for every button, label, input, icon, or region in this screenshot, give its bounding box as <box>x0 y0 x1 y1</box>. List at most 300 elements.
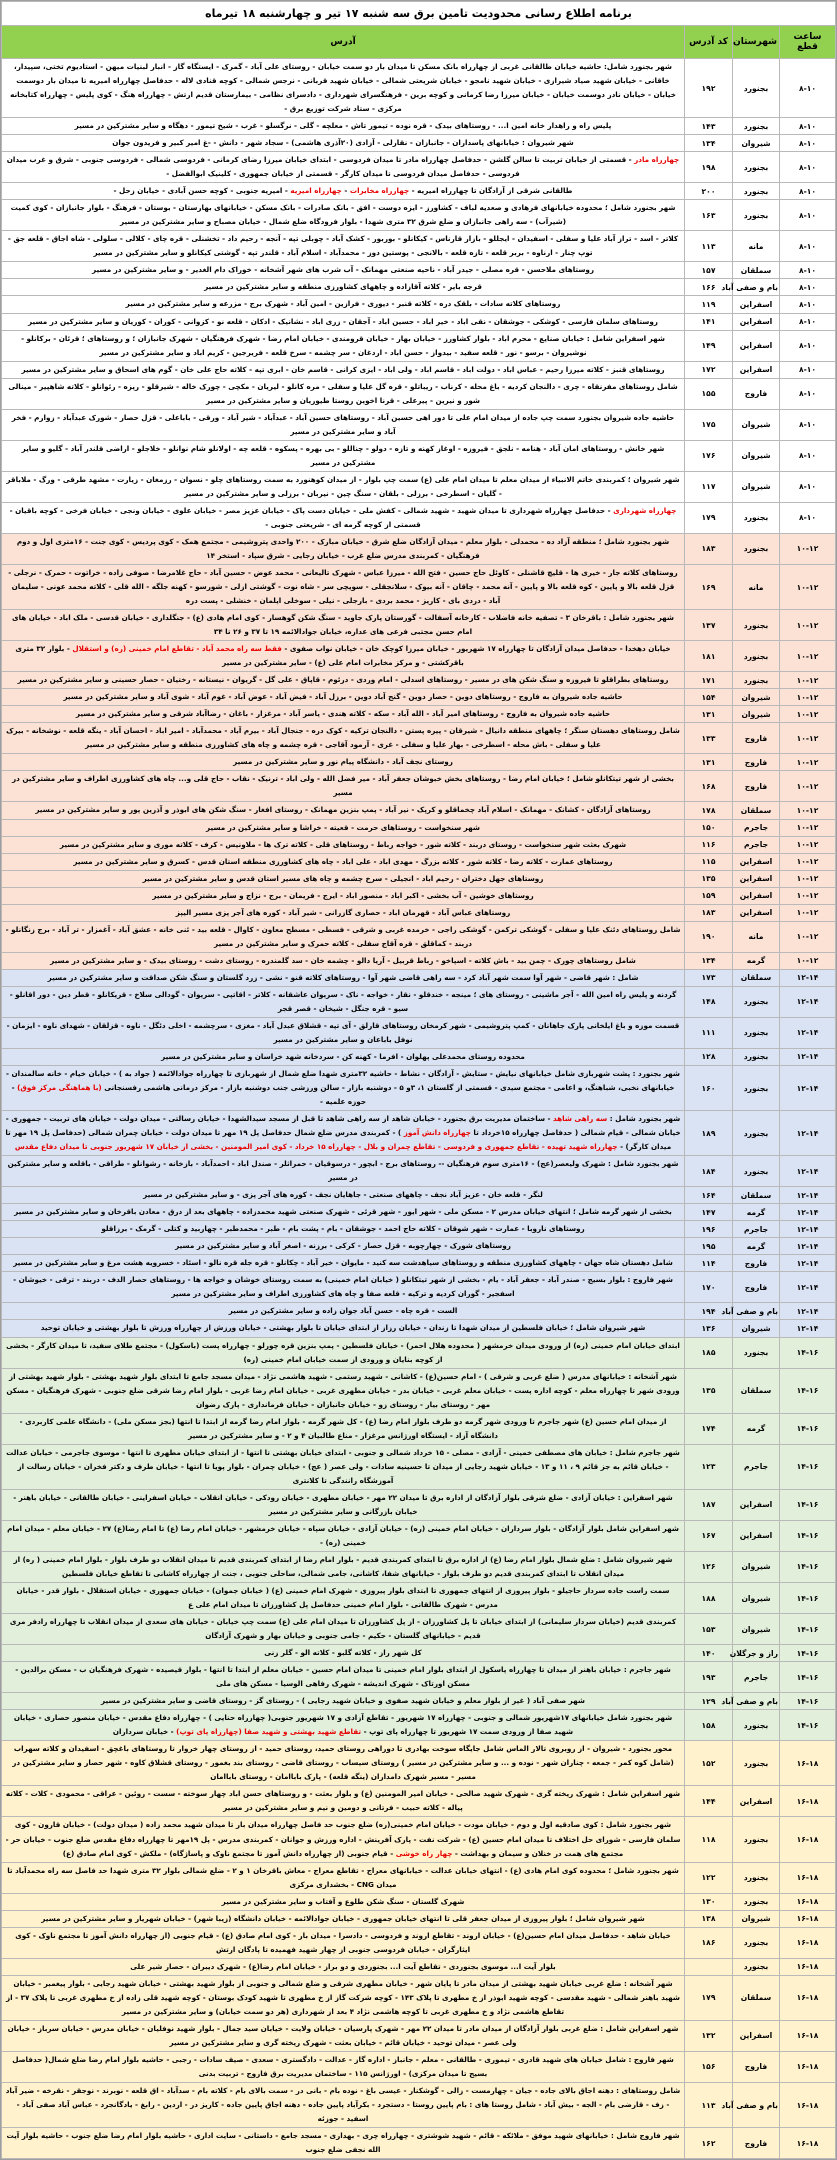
address-text: خیابان دهخدا - حدفاصل میدان آزادگان تا چهارراه ۱۷ شهریور - خیابان میرزا کوچک خان - خیابان نواب صفوی - <box>281 644 671 654</box>
county-cell: بجنورد <box>733 1927 780 1958</box>
county-cell: گرمه <box>733 1204 780 1221</box>
county-cell: شیروان <box>733 1320 780 1337</box>
address-code-cell: ۱۸۷ <box>685 1489 733 1520</box>
county-cell: فاروج <box>733 378 780 409</box>
outage-time-cell: ۸-۱۰ <box>780 330 836 361</box>
address-code-cell: ۱۵۳ <box>685 1614 733 1645</box>
address-code-cell: ۱۴۴ <box>685 1786 733 1817</box>
address-cell: حاشیه جاده شیروان بجنورد سمت چپ جاده از میدان امام علی تا دور اهی حسین آباد - روستاهای حسین آباد - عبدآباد - شیر آباد - ورقی - باباعلی - قزل حصار - شورک عبدآباد - زوارم - فخر آباد و سایر مشترکین در مسیر <box>2 409 685 440</box>
outage-time-cell: ۱۴-۱۶ <box>780 1337 836 1368</box>
outage-time-cell: ۸-۱۰ <box>780 183 836 200</box>
address-highlight: چهارراه شهرداری <box>613 505 677 515</box>
table-row <box>2 672 836 689</box>
county-cell: فاروج <box>733 2051 780 2082</box>
address-code-cell: ۱۶۰ <box>685 1065 733 1110</box>
address-code-cell: ۱۸۸ <box>685 1583 733 1614</box>
column-header-code: کد آدرس <box>685 26 733 59</box>
county-cell: بجنورد <box>733 1111 780 1156</box>
address-text: ) - کمربندی مدرس ضلع شمال حدفاصل پل ۱۹ مهر تا میدان دولت - خیابان چمران شمالی (حدفاصل پل ۱۹ مهر تا میدان کارگر) - <box>5 1128 672 1152</box>
address-code-cell: ۱۹۲ <box>685 59 733 118</box>
address-cell: شهر بجنورد شامل: حاشیه خیابان طالقانی غربی از چهارراه بانک مسکن تا میدان بار دو سمت خیابان - روستای علی آباد - گمرک - ایستگاه گاز - انبار لبنیات میهن - استادیوم تختی، سپیدار، خاقانی - خیابان شهید صیاد شیرازی - خیابان شهید نامجو - خیابان شریعتی شمالی - خیابان شهید قربانی - نرجس شمالی - کوچه قنادی لاله - حدفاصل چهارراه امیریه تا میدان بار دوسمت خیابان - خیابان نادر دوسمت خیابان - خیابان میرزا رضا کرمانی و کوچه برین - فرهنگسرای شهرداری - دادسرای نظامی - بیمارستان قدیم ارتش - چهارراه هنگ - کوی پلیس - چهارراه کتابخانه مرکزی - ستاد شرکت توزیع برق - <box>2 59 685 118</box>
county-cell: اسفراین <box>733 853 780 870</box>
county-cell: بجنورد <box>733 1710 780 1741</box>
table-row <box>2 533 836 564</box>
outage-time-cell: ۱۲-۱۴ <box>780 1187 836 1204</box>
address-code-cell: ۱۶۴ <box>685 1187 733 1204</box>
county-cell: جاجرم <box>733 1662 780 1693</box>
table-row <box>2 262 836 279</box>
outage-time-cell: ۱۴-۱۶ <box>780 1444 836 1489</box>
address-cell: شهر شیروان شامل ؛ بلوار پیروزی از میدان جعفر قلی تا انتهای خیابان جمهوری - خیابان جوادالائمه - خیابان دانشگاه (زیبا شهر) - خیابان شهریار و سایر مشترکین در مسیر <box>2 1910 685 1927</box>
address-cell: شهر اسفراین شامل : ضلع غربی بلوار آزادگان از میدان مادر تا میدان ۲۲ مهر - شهرک پارسیان - خیابان ولایت - خیابان سید جمال - بلوار شهید نوفلیان - خیابان مدرس - خیابان سرباز - خیابان ولی عصر - میدان توحید - خیابان قائم - خیابان بعثت - شهرک ریخته گری و سایر مشترکین در مسیر <box>2 2020 685 2051</box>
outage-time-cell: ۱۲-۱۴ <box>780 1255 836 1272</box>
page-title: برنامه اطلاع رسانی محدودیت تامین برق سه شنبه ۱۷ تیر و چهارشنبه ۱۸ تیرماه <box>2 2 836 26</box>
table-row <box>2 1238 836 1255</box>
address-cell: شهر شیروان شامل : ضلع شمال بلوار امام رضا (ع) از اداره برق تا ابتدای کمربندی قدیم - بلوار امام رضا از ابتدای کمربندی قدیم تا میدان انقلاب دو طرف بلوار - بلوار امام خمینی ( ره) از میدان انقلاب تا ابتدای کمربندی قدیم دو طرف بلوار - خیابانهای شفا، کاشانی، جامی شمالی، ساحلی جنوبی ، جنت از چهارراه کاشانی تا تقاطع خیابان فلسطین <box>2 1551 685 1582</box>
outage-time-cell: ۸-۱۰ <box>780 378 836 409</box>
address-cell: روستاهای عباس آباد - قهرمان اباد - حصاری گازرانی - شیر آباد - کوره های آجر پزی مسیر الیپز <box>2 904 685 921</box>
outage-time-cell: ۱۲-۱۴ <box>780 1065 836 1110</box>
outage-time-cell: ۱۶-۱۸ <box>780 1958 836 1975</box>
address-code-cell <box>685 1958 733 1975</box>
address-highlight: چهارراه امیریه <box>290 186 342 196</box>
county-cell: اسفراین <box>733 887 780 904</box>
address-text: شهر بجنورد شامل خیابانهای ۱۷شهریور شمالی و جنوبی - چهارراه ۱۷ شهریور - تقاطع آزادی و ۱۷ شهریور جنوبی( چهارراه حنایی ) - چهارراه دفاع مقدس - خیابان منصور حصاری - خیابان شهید صفا از ورودی سمت ۱۷ شهریور تا چهارراه پای توپ - <box>13 1713 673 1737</box>
outage-time-cell: ۱۰-۱۲ <box>780 723 836 754</box>
address-cell: شهر بجنورد شامل : شهرک ولیعصر(عج) - ۱۶متری سوم فرهنگیان -- روستاهای برج - ابچور - درسوقیان - حمراثلر - صندل اباد - احمدآباد - بازخانه - رشوانلو - طراقی - باقلعه و سایر مشترکین در مسیر <box>2 1156 685 1187</box>
outage-time-cell: ۱۰-۱۲ <box>780 610 836 641</box>
address-text: شهر بجنورد : پشت شهربازی شامل خیابانهای نیایش - ستایش - آزادگان - نشاط - حاشیه ۳۲متری شهدا ضلع شمال از شهربازی تا چهارراه جوادالائمه ( جواد به ) - خیابان خیام - خانه سالمندان - خیابانهای نخبی، شباهنگ، و اعامی - مجتمع سیدی - قسمتی از گلستان ۱، ۳و ۵ - دوشنبه بازار - سالن ورزشی جنب دوشنبه بازار - مرکز درمانی هاشمی رفسنجانی <box>6 1068 680 1092</box>
table-row <box>2 378 836 409</box>
table-row <box>2 706 836 723</box>
address-code-cell: ۱۱۴ <box>685 1255 733 1272</box>
address-code-cell: ۱۵۷ <box>685 262 733 279</box>
table-row <box>2 1710 836 1741</box>
county-cell: سملقان <box>733 802 780 819</box>
table-row <box>2 887 836 904</box>
outage-time-cell: ۱۰-۱۲ <box>780 672 836 689</box>
county-cell: بام و صفی آباد <box>733 2083 780 2128</box>
outage-time-cell: ۱۶-۱۸ <box>780 2051 836 2082</box>
county-cell: راز و جرگلان <box>733 1645 780 1662</box>
table-row <box>2 1221 836 1238</box>
address-code-cell: ۱۹۶ <box>685 1221 733 1238</box>
outage-time-cell: ۱۲-۱۴ <box>780 1238 836 1255</box>
table-row <box>2 1337 836 1368</box>
outage-time-cell: ۱۲-۱۴ <box>780 1272 836 1303</box>
county-cell: اسفراین <box>733 330 780 361</box>
address-code-cell: ۱۵۸ <box>685 1710 733 1741</box>
table-row <box>2 771 836 802</box>
address-code-cell: ۱۳۱ <box>685 706 733 723</box>
county-cell: فاروج <box>733 2128 780 2159</box>
address-code-cell: ۱۲۲ <box>685 1862 733 1893</box>
outage-time-cell: ۱۲-۱۴ <box>780 969 836 986</box>
county-cell: بجنورد <box>733 1817 780 1862</box>
address-text: طالقانی شرقی از آزادگان تا چهارراه امیریه - <box>409 186 573 196</box>
county-cell: بام و صفی آباد <box>733 279 780 296</box>
table-row <box>2 152 836 183</box>
address-code-cell: ۱۳۴ <box>685 952 733 969</box>
table-row <box>2 1975 836 2020</box>
address-code-cell: ۱۹۸ <box>685 152 733 183</box>
address-cell: شهرک گلستان - سنگ شکن طلوع و آفتاب و سایر مشترکین در مسیر <box>2 1893 685 1910</box>
county-cell: سملقان <box>733 1368 780 1413</box>
column-header-time: ساعت قطع <box>780 26 836 59</box>
outage-time-cell: ۸-۱۰ <box>780 440 836 471</box>
county-cell: بجنورد <box>733 1048 780 1065</box>
outage-time-cell: ۱۰-۱۲ <box>780 689 836 706</box>
address-cell: کمربندی قدیم (خیابان سردار سلیمانی) از ابتدای خیابان تا پل کشاورزان - از پل کشاورزان تا میدان امام علی (ع) سمت چپ خیابان - خیابان های سعدی از میدان انقلاب تا چهارراه رادفر مری قدیم - خیابانهای گلستان - حکیم - جامی جنوبی و خیابان بهار و شهرک آزادگان <box>2 1614 685 1645</box>
county-cell: اسفراین <box>733 904 780 921</box>
outage-time-cell: ۱۶-۱۸ <box>780 1975 836 2020</box>
address-highlight: فقط سه راه محمد آباد - تقاطع امام خمینی (ره) و استقلال <box>72 644 282 654</box>
table-row <box>2 200 836 231</box>
county-cell: مانه <box>733 921 780 952</box>
address-cell <box>2 1710 685 1741</box>
address-code-cell: ۱۷۲ <box>685 361 733 378</box>
county-cell: شیروان <box>733 1551 780 1582</box>
county-cell: بجنورد <box>733 1156 780 1187</box>
county-cell: فاروج <box>733 723 780 754</box>
county-cell: بجنورد <box>733 610 780 641</box>
outage-time-cell: ۸-۱۰ <box>780 231 836 262</box>
address-code-cell: ۱۶۷ <box>685 1520 733 1551</box>
county-cell: اسفراین <box>733 313 780 330</box>
outage-time-cell: ۸-۱۰ <box>780 118 836 135</box>
address-code-cell: ۱۴۹ <box>685 330 733 361</box>
address-highlight: چهارراه مادر <box>634 155 680 165</box>
address-code-cell: ۱۳۴ <box>685 135 733 152</box>
table-row <box>2 1255 836 1272</box>
outage-time-cell: ۱۰-۱۲ <box>780 754 836 771</box>
outage-time-cell: ۱۲-۱۴ <box>780 1156 836 1187</box>
address-cell: کلاتر - اسد - تراز آباد علیا و سفلی - اسفیدان - ایجللو - بازار قارناس - کیکانلو - بوربور - کشک آباد - چوبلی تپه - آنجه - رحیم داد - تخشنلی - قره چای - کلالی - سلولی - شاه اجاق - قلعه جق - توپ چنار - ارناوه - بربر قلعه - تازه قلعه - بالانجی - پوستین دوز - محمدآباد - اسلام آباد - قلندر تپه - گوشتی کیکانلو و سایر مشترکین در مسیر <box>2 231 685 262</box>
address-cell: شامل : شهر قاضی - شهر آوا سمت شهر آباد کرد - سه راهی قاضی شهر آوا - روستاهای کلاته قنو - نشی - زرد گلستان و سنگ شکن صداقت و سایر مشترکین در مسیر <box>2 969 685 986</box>
address-code-cell: ۱۴۰ <box>685 1645 733 1662</box>
address-cell <box>2 1817 685 1862</box>
outage-time-cell: ۸-۱۰ <box>780 59 836 118</box>
table-row <box>2 689 836 706</box>
county-cell: بجنورد <box>733 118 780 135</box>
address-cell: شهر آشخانه : ضلع غربی خیابان شهید بهشتی از میدان مادر تا پایان شهر - خیابان مطهری شرقی و ضلع شمالی و جنوبی از بلوار شهید بهشتی - خیابان شهید رجایی - بلوار پیغمبر - خیابان شهید باهنر شمالی - شهید مقدسی - کوچه شهید ابوذر از خ مطهری تا پلاک ۱۴۳ - کوچه شرکت گاز از خ مطهری تا شهید کودک بوستان - کوچه شهید قلی زاده از خ مطهری غربی تا پلاک ۳۷ - از تقاطع هاشمی نژاد و خ مطهری غربی تا کوچه هاشمی نژاد ۴ بعد از شهرداری (هر دو سمت خیابان) و سایر مشترکین در مسیر <box>2 1975 685 2020</box>
county-cell: بجنورد <box>733 1017 780 1048</box>
address-cell: شهر بجنورد شامل ؛ محدوده کوی امام هادی (ع) - انتهای خیابان عدالت - خیابانهای معراج - تقاطع معراج - معاش باقرخان ۱ و ۲ - ضلع شمالی بلوار ۳۲ متری شهدا حد فاصل سه راه محمدآباد تا میدان CNG - بخشداری مرکزی <box>2 1862 685 1893</box>
table-row <box>2 853 836 870</box>
table-row <box>2 1645 836 1662</box>
table-row <box>2 231 836 262</box>
address-cell: بخشی از شهر گرمه شامل ؛ انتهای خیابان مدرس ۲ - مسکن ملی - شهر ایور - شهر قرئی - شهرک صنعتی شهید محمدزاده - چاههای بعد از درق - معادن باقرخان و سایر مشترکین در مسیر <box>2 1204 685 1221</box>
county-cell: شیروان <box>733 1614 780 1645</box>
table-row <box>2 723 836 754</box>
address-cell: محور بجنورد - شیروان - از روبروی تالار الماس شامل جایگاه سوخت بهادری تا دوراهی روستای حمید، روستای حمید - از روستای چهار خروار تا روستاهای باغچق - اسفیدان و کلاته سهراب (شامل کوه کمر - جمعه - چناران شهر - نوده و ... و سایر مشترکین در مسیر ) روستای سیساب - روستای قاضی - روستای بند بغمور - روستای قشلاق کاوه - شهر حصار و سایر مشترکین در مسیر - مسیر شهرک دامداران (ینگه قلعه) - پارک باباامان - روستای باباامان <box>2 1741 685 1786</box>
table-row <box>2 1368 836 1413</box>
outage-time-cell: ۱۶-۱۸ <box>780 1741 836 1786</box>
county-cell: فاروج <box>733 1272 780 1303</box>
county-cell: بجنورد <box>733 1893 780 1910</box>
address-text: - بلوار ۳۲ متری باقرکشتی - و مرکز مخابرات امام علی (ع) - سایر مشترکین در مسیر <box>15 644 464 668</box>
outage-time-cell: ۸-۱۰ <box>780 135 836 152</box>
address-code-cell: ۱۳۶ <box>685 1320 733 1337</box>
address-code-cell: ۱۷۴ <box>685 1413 733 1444</box>
table-row <box>2 836 836 853</box>
table-row <box>2 1927 836 1958</box>
county-cell: گرمه <box>733 1238 780 1255</box>
address-cell: از میدان امام حسین (ع) شهر جاجرم تا ورودی شهر گرمه دو طرف بلوار امام رضا (ع) - کل شهر گرمه - بلوار امام رضا گرمه از ابتدا تا انتها (بجز مسکن ملی) - دانشگاه علمی کاربردی - دانشگاه آزاد - ایستگاه اورژانس مرغزار - مناع طالبیان ۴ و ۲ - و سایر مشترکین در مسیر <box>2 1413 685 1444</box>
outage-time-cell: ۱۶-۱۸ <box>780 1862 836 1893</box>
county-cell: جاجرم <box>733 1221 780 1238</box>
address-highlight: سه راهی شاهد <box>553 1114 608 1124</box>
table-row <box>2 1303 836 1320</box>
address-code-cell: ۱۱۸ <box>685 1817 733 1862</box>
address-cell: روستاهای بطراقلو تا فیروزه و سنگ شکن های در مسیر - روستاهای اسدلی - امام وردی - درئوم - قاپاق - علی گل - گریوان - نیستانه - رختیان - حصار حسینی و سایر مشترکین در مسیر <box>2 672 685 689</box>
address-code-cell: ۱۲۸ <box>685 1048 733 1065</box>
table-row <box>2 610 836 641</box>
county-cell: اسفراین <box>733 1489 780 1520</box>
address-cell: حاشیه جاده شیروان به فاروج - روستاهای دوین - حصار دوین - گنج آباد دوین - برزل آباد - فیض آباد - عوض آباد - غوم آباد - شوی آباد و سایر مشترکین در مسیر <box>2 689 685 706</box>
address-code-cell: ۱۸۱ <box>685 641 733 672</box>
table-row <box>2 1614 836 1645</box>
address-code-cell: ۱۴۱ <box>685 313 733 330</box>
address-cell: شهر جاجرم : خیابان باهنر از میدان تا چهارراه پاسکول از ابتدای بلوار امام خمینی تا میدان امام حسین - خیابان معلم از ابتدا تا انتها - بلوار قیصیده - شهرک فرهنگیان ب - مسکن برالدین - مسکن اورتاک - شهرک اندیشه - شهرک رفاهی الوسیا - مسکن های ملی <box>2 1662 685 1693</box>
county-cell: بجنورد <box>733 200 780 231</box>
county-cell: بام و صفی آباد <box>733 1693 780 1710</box>
outage-time-cell: ۱۲-۱۴ <box>780 1017 836 1048</box>
outage-table-body <box>2 59 836 2159</box>
outage-time-cell: ۸-۱۰ <box>780 502 836 533</box>
county-cell: بجنورد <box>733 1337 780 1368</box>
outage-time-cell: ۱۰-۱۲ <box>780 565 836 610</box>
address-text: - ساختمان مدیریت برق بجنورد - خیابان شاهد از سه راهی شاهد تا قبل از مسجد سیدالشهدا - خیابان رسالتی - میدان دولت - خیابان های تربیت - جمهوری - خیابان شمالی - قیام شمالی ( حدفاصل چهارراه ۱۵خرداد تا <box>5 1114 681 1138</box>
table-row <box>2 921 836 952</box>
table-row <box>2 819 836 836</box>
table-row <box>2 1693 836 1710</box>
address-cell: پلیس راه و راهدار خانه امین ا... - روستاهای بیدک - قره نوده - تیمور تاش - معلچه - گلی - نرگسلو - غرب - شیخ تیمور - دهگاه و سایر مشترکین در مسیر <box>2 118 685 135</box>
table-row <box>2 118 836 135</box>
outage-time-cell: ۱۶-۱۸ <box>780 1927 836 1958</box>
outage-time-cell: ۱۲-۱۴ <box>780 1111 836 1156</box>
address-cell: شهر آشخانه : خیابانهای مدرس ( ضلع غربی و شرقی ) - امام حسین(ع) - کاشانی - شهید رستمی - شهید هاشمی نژاد - میدان مسجد جامع تا ابتدای بلوار شهید بهشتی - بلوار شهید بهشتی از ورودی شهر تا چهارراه معلم - کوچه اداره پست - خیابان معلم غربی - خیابان بدر - خیابان مطهری غربی - خیابان امام رضا غربی - بلوار امام رضا شرقی ضلع جنوبی - شهرک فرهنگیان - مسکن مهر - روستای بیار - روستای زو - خیابان جانبازان - خیابان فرمانداری - پارک رضوان <box>2 1368 685 1413</box>
table-row <box>2 1958 836 1975</box>
address-code-cell: ۱۷۹ <box>685 1975 733 2020</box>
table-row <box>2 502 836 533</box>
table-row <box>2 870 836 887</box>
table-row <box>2 1583 836 1614</box>
address-cell: روستاهای کلاته جار - خیری ها - قلیچ قاشنلی - کاوئل حاج حسین - فتح الله - میرزا عباس - شهرک تالیعانی - محمد عوض - حسین آباد - حاج غلامرضا - صوفی زاده - خراتوت - حمرک - نرجلی - قزل قلعه بالا و پایین - کوه قلعه بالا و پایین - آنه محمد - چاقان - آنه بیوک - سلانجقلی - سویچی سر - شاه نوت - گوشتی ازلی - شورسو - کهنه جلگه - الله قلی - کلاته محمد عونی - سلیمان آباد - دردی بای - کاریز - محمد بردی - بارجلی - نیلی - سوخلی ایلمان - خنشلی - پست دره <box>2 565 685 610</box>
address-code-cell: ۱۳۸ <box>685 1910 733 1927</box>
outage-time-cell: ۱۶-۱۸ <box>780 2020 836 2051</box>
outage-time-cell: ۱۶-۱۸ <box>780 2128 836 2159</box>
outage-time-cell: ۸-۱۰ <box>780 296 836 313</box>
header-row <box>2 26 836 59</box>
outage-time-cell: ۱۶-۱۸ <box>780 1786 836 1817</box>
outage-time-cell: ۱۰-۱۲ <box>780 533 836 564</box>
table-row <box>2 1320 836 1337</box>
address-code-cell: ۱۴۸ <box>685 986 733 1017</box>
table-row <box>2 313 836 330</box>
address-code-cell: ۱۱۷ <box>685 471 733 502</box>
outage-time-cell: ۸-۱۰ <box>780 262 836 279</box>
table-row <box>2 986 836 1017</box>
outage-time-cell: ۱۰-۱۲ <box>780 706 836 723</box>
address-cell: روستاهای قنبز - کلاته میرزا رحیم - عباس اباد - دولت اباد - قاسم اباد - ولی اباد - ایزی کرانی - قاسم خان - ابری تپه - کلاته حاج علی خان - گوم های اسحاق و سایر مشترکین در مسیر <box>2 361 685 378</box>
address-code-cell: ۲۰۰ <box>685 183 733 200</box>
address-cell: روستای نجف آباد - دانشگاه پیام نور و سایر مشترکین در مسیر <box>2 754 685 771</box>
address-cell: شهر خانش - روستاهای امان آباد - هنامه - نلجق - فیروزه - اوغاز کهنه و تازه - دولو - چناللو - بی بهره - پسکوه - قلعه چه - اولانلو شام نوانلو - خلاجلو - اراضی قلندر آباد - گلیو و سایر مشترکین در مسیر <box>2 440 685 471</box>
outage-time-cell: ۱۴-۱۶ <box>780 1662 836 1693</box>
address-cell: محدوده روستای محمدعلی پهلوان - افرما - کهنه کن - سردخانه شهد خراسان و سایر مشترکین در مسیر <box>2 1048 685 1065</box>
outage-time-cell: ۱۰-۱۲ <box>780 853 836 870</box>
address-code-cell: ۱۳۷ <box>685 610 733 641</box>
table-row <box>2 1862 836 1893</box>
address-code-cell: ۱۱۱ <box>685 1017 733 1048</box>
address-cell: شهر اسفراین شامل بلوار آزادگان - بلوار سرداران - خیابان امام خمینی (ره) - خیابان آزادی - خیابان سپاه - خیابان خرمشهر - خیابان امام رضا (ع) تا امام رضا(ع) ۲۷ - خیابان معلم - میدان امام خمینی (ره) - <box>2 1520 685 1551</box>
address-cell: حاشیه جاده شیروان به فاروج - روستاهای امیر آباد - الله آباد - سکه - کلاته هندی - یاسر آباد - مرغزار - باغان - رضاآباد شرقی و سایر مشترکین در مسیر <box>2 706 685 723</box>
outage-time-cell: ۱۰-۱۲ <box>780 641 836 672</box>
address-cell: شهر فاروج : شامل خیابان های شهید قادری - تیموری - طالقانی - معلم - جانباز - اداره گاز - عدالت - دادگستری - سعدی - صیف سادات - رجبی - حاشیه بلوار امام رضا ضلع شمال( حدفاصل بسیج تا میدان مرکزی) - اورژانس ۱۱۵ - ساختمان مدیریت برق فاروج - تربیت بدنی <box>2 2051 685 2082</box>
county-cell: فاروج <box>733 754 780 771</box>
address-code-cell: ۱۹۴ <box>685 1303 733 1320</box>
address-code-cell: ۱۵۹ <box>685 887 733 904</box>
county-cell: شیروان <box>733 1910 780 1927</box>
address-cell: کل شهر راز - کلاته گلبو - کلاته الو - گلر زنی <box>2 1645 685 1662</box>
address-code-cell: ۱۸۳ <box>685 904 733 921</box>
address-cell: سمت راست جاده سردار حاجیلو - بلوار پیروزی از انتهای جمهوری تا ابتدای بلوار پیروزی - شهرک امام خمینی (ع) ( خیابان جموان) - خیابان جمهوری - خیابان استقلال - بلوار قدر - خیابان مدرس - شهرک طالقانی - بلوار امام خمینی حدفاصل پل کشاورزان تا میدان امام علی ع <box>2 1583 685 1614</box>
county-cell: فاروج <box>733 771 780 802</box>
outage-time-cell: ۱۰-۱۲ <box>780 952 836 969</box>
county-cell: سملقان <box>733 1187 780 1204</box>
outage-time-cell: ۸-۱۰ <box>780 200 836 231</box>
address-code-cell: ۱۷۰ <box>685 1272 733 1303</box>
county-cell: بجنورد <box>733 1741 780 1786</box>
address-code-cell: ۱۱۳ <box>685 2083 733 2128</box>
table-row <box>2 565 836 610</box>
outage-time-cell: ۱۴-۱۶ <box>780 1413 836 1444</box>
address-cell: شامل روستاهای مفرنقاه - چری - دالنجان کردیه - باغ محله - کرناب - ریباتلو - قره گل علیا و سفلی - مره کانلو - لیریان - مکچی - چورک خاله - شیرقلو - ریزه - رئوانلو - کلاته شاهپیر - مینالی شور و نیرین - پیرعلی - قرنا اخوین روستا طیوریان و سایر مشترکین در مسیر <box>2 378 685 409</box>
outage-time-cell: ۱۴-۱۶ <box>780 1520 836 1551</box>
county-cell: اسفراین <box>733 296 780 313</box>
outage-time-cell: ۱۲-۱۴ <box>780 1303 836 1320</box>
outage-time-cell: ۱۰-۱۲ <box>780 819 836 836</box>
table-row <box>2 1156 836 1187</box>
address-cell: قرجه بایر - کلاته آقازاده و چاههای کشاورزی منطقه و سایر مشترکین در مسیر <box>2 279 685 296</box>
address-cell: شهر جاجرم شامل : خیابان های مصطفی خمینی - آزادی - مصلی - ۱۵ خرداد شمالی و جنوبی - ابتدای خیابان بهشتی تا انتها - از ابتدای خیابان مطهری تا انتها - موسوی جاجرمی - خیابان عدالت - خیابان قائم به جز قائم ۹ ، ۱۱ و ۱۳ - خیابان شهید رجایی از میدان تا حسینیه سادات - ولی عصر ( عج) - خیابان چمران - بلوار پویا تا انتها - خیابان طرف و دکتر فخران - خیابان رسالت از آموزشگاه رانندگی تا کلانتری <box>2 1444 685 1489</box>
address-code-cell: ۱۳۲ <box>685 2020 733 2051</box>
address-code-cell: ۱۳۵ <box>685 870 733 887</box>
address-cell: روستاهای خوشین - آب بخشی - اکبر اباد - منصور اباد - ایرج - فریمان - برج - نزاج و سایر مشترکین در مسیر <box>2 887 685 904</box>
county-cell: سملقان <box>733 969 780 986</box>
county-cell: شیروان <box>733 135 780 152</box>
address-cell <box>2 641 685 672</box>
table-row <box>2 59 836 118</box>
address-cell: شهر فاروج شامل : خیابانهای شهید موفق - ملائکه - قائم - شهید شوشتری - چهارراه چری - بهداری - مسجد جامع - داستانی - سایت اداری - حاشیه بلوار امام رضا ضلع جنوب - حاشیه بلوار آیت الله نجفی ضلع جنوب <box>2 2128 685 2159</box>
address-cell: شهر شیروان شامل ؛ خیابان فلسطین از میدان شهدا تا زندان - خیابان رزاز از ابتدای خیابان تا بلوار بهشتی - خیابان ورزش از چهارراه ورزش تا بلوار بهشتی و خیابان توحید <box>2 1320 685 1337</box>
county-cell: سملقان <box>733 1975 780 2020</box>
address-cell: روستاهای ناروبا - عمارت - شهر شوقان - کلاته حاج احمد - جوشقان - بام - پشت بام - طبر - محمدطبر - چهاربید و کتلی - گرمک - برزاقلو <box>2 1221 685 1238</box>
address-cell: بلوار آیت ا... موسوی بجنوردی - تقاطع آیت ا... بجنوردی و دو براز - خیابان امام رضا(ع) - شهرک دیبران - حصار شیر علی <box>2 1958 685 1975</box>
address-cell: لنگر - قلعه خان - عزیز آباد نجف - چاههای صنعتی - جاهایان نجف - کوره های آجر پزی - و سایر مشترکین در مسیر <box>2 1187 685 1204</box>
table-row <box>2 952 836 969</box>
table-row <box>2 1413 836 1444</box>
address-code-cell: ۱۶۳ <box>685 200 733 231</box>
address-code-cell: ۱۹۵ <box>685 1238 733 1255</box>
address-cell <box>2 1111 685 1156</box>
address-cell: ابتدای خیابان امام خمینی (ره) از ورودی میدان خرمشهر ( محدوده هلال احمر) - خیابان فلسطین - پمپ بنزین قره چورلو - چهارراه پست (باسکول) - مجتمع طلای سفید، تا میدان کارگر - بخشی از کوچه بنایان و ورودی از سمت خیابان امام خمینی (ره) <box>2 1337 685 1368</box>
address-code-cell: ۱۷۳ <box>685 969 733 986</box>
outage-time-cell: ۸-۱۰ <box>780 152 836 183</box>
address-cell: شهر بجنورد شامل ؛ محدوده خیابانهای فرهادی و صعدیه لباف - کشاورز - ایزه دوست - افق - بانک صادرات - بانک مسکن - خیابانهای بهارستان - بوستان - فرهنگ - بلوار جانبازان - کوی کمیت (شیرآب) - سه راهی جانبازان و ضلع شرق ۳۲ متری شهدا - بلوار فرودگاه ضلع شمال - خیابان مصباح و سایر مشترکین در مسیر <box>2 200 685 231</box>
outage-time-cell: ۱۴-۱۶ <box>780 1551 836 1582</box>
address-text: - قیام جنوبی (از چهارراه دانش آموز تا مجتمع ناوک و پاساژگاه) - ملکش - کوی امام صادق (ع) <box>62 1848 396 1858</box>
address-code-cell: ۱۲۶ <box>685 1551 733 1582</box>
outage-time-cell: ۱۴-۱۶ <box>780 1368 836 1413</box>
table-row <box>2 1551 836 1582</box>
county-cell: بجنورد <box>733 1958 780 1975</box>
address-code-cell: ۱۷۹ <box>685 502 733 533</box>
outage-time-cell: ۱۲-۱۴ <box>780 1048 836 1065</box>
address-cell: روستاهای عمارت - کلاته رضا - کلاته شور - کلاته بزرگ - مهدی اباد - علی اباد - چاه های کشاورزی منطقه استان قدس - کسرق و سایر مشترکین در مسیر <box>2 853 685 870</box>
address-cell <box>2 152 685 183</box>
table-row <box>2 1741 836 1786</box>
address-highlight: تقاطع شهید بهشتی و شهید صفا (چهارراه پای توپ) <box>176 1727 362 1737</box>
address-code-cell: ۱۵۰ <box>685 819 733 836</box>
address-text: شهر بجنورد شامل : کوی صادقیه اول و دوم - خیابان مودت - خیابان امام خمینی(ره) ضلع جنوب حد فاصل چهارراه میدان بار تا میدان شهید محمد زاده ( میدان دولت) - خیابان قارون - کوی سلمان فارسی - شورای حل اختلاف تا میدان امام حسین (ع) - شرکت نفت - پارک آفرینش - اداره ورزش و جوانان - کمربندی مدرس - پل ۱۹مهر تا چهارراه دفاع مقدس ضلع جنوب - خیابان حر - مجتمع های همت در خنلان و سیمان و بهداشت - <box>5 1820 681 1858</box>
outage-time-cell: ۱۴-۱۶ <box>780 1645 836 1662</box>
address-cell: شهر سنخواست - روستاهای حرمت - قعیته - خراشا و سایر مشترکین در مسیر <box>2 819 685 836</box>
address-cell: بخشی از شهر تیتکانلو شامل ؛ خیابان امام رضا - روستاهای بخش خبوشان جعفر آباد - میر فضل الله - ولی اباد - ترنیک - نقاب - حاج قلی و... چاه های کشاورزی اطراف و سایر مشترکین در مسیر <box>2 771 685 802</box>
outage-time-cell: ۱۴-۱۶ <box>780 1614 836 1645</box>
address-text: - حدفاصل چهارراه شهرداری تا میدان شهید - شهید شمالی - کفش ملی - خیابان دست پاک - خیابان عزیز مصر - خیابان علوی - خیابان ونجی - خیابان فرخی - کوچه باقیان - قسمتی از کوچه گرمه ای - شریعتی جنوبی - <box>9 505 614 529</box>
county-cell: بجنورد <box>733 59 780 118</box>
address-code-cell: ۱۶۶ <box>685 279 733 296</box>
county-cell: بجنورد <box>733 533 780 564</box>
county-cell: بجنورد <box>733 502 780 533</box>
table-row <box>2 1910 836 1927</box>
table-row <box>2 1786 836 1817</box>
table-row <box>2 1204 836 1221</box>
outage-time-cell: ۱۰-۱۲ <box>780 887 836 904</box>
county-cell: شیروان <box>733 471 780 502</box>
column-header-address: آدرس <box>2 26 685 59</box>
address-code-cell: ۱۵۶ <box>685 2051 733 2082</box>
table-row <box>2 361 836 378</box>
address-cell: شامل دهستان شاه جهان - چاههای کشاورزی منطقه و روستاهای سیاهدشت سه کنید - مایوان - خیر آباد - چکانلو - قره جله قره نالو - اسئاد - خسرویه هشت مرغ و سایر مشترکین در مسیر <box>2 1255 685 1272</box>
address-code-cell: ۱۳۰ <box>685 1893 733 1910</box>
address-code-cell: ۱۵۲ <box>685 1741 733 1786</box>
county-cell: بجنورد <box>733 1065 780 1110</box>
address-code-cell: ۱۳۵ <box>685 1368 733 1413</box>
address-cell <box>2 183 685 200</box>
address-code-cell: ۱۲۹ <box>685 1693 733 1710</box>
address-cell: شهر شیروان ؛ کمربندی خاتم الانبیاء از میدان معلم تا میدان امام علی (ع) سمت چپ بلوار - از میدان کوهنورد به سمت روستاهای چلو - نسوان - رزمغان - زیارت - مشهد طرقی - ورگ - ملاباقر - گلیان - اسطرخی - برزلی - بلقان - سنگ چین - نیربان - برزلی و سایر مشترکین در مسیر <box>2 471 685 502</box>
address-cell <box>2 502 685 533</box>
address-cell: شهر اسفراین شامل : خیابان صنایع - محرم اباد - بلوار کشاورز - خیابان بهار - خیابان قرومندی - خیابان امام رضا - شهرک فرهنگیان - شهرک جانبازان ؛ و روستاهای ؛ قرئان - برکانلو - نوشیروان - برسو - نور - قلعه سفید - بیدواز - حسن اباد - اردغان - سر چشمه - سرخ قلعه - فریرجین - کریم اباد و سایر مشترکین در مسیر <box>2 330 685 361</box>
county-cell: شیروان <box>733 689 780 706</box>
table-row <box>2 802 836 819</box>
table-row <box>2 2083 836 2128</box>
address-text: - حوزه علمیه - <box>11 1083 366 1107</box>
table-row <box>2 1662 836 1693</box>
outage-time-cell: ۱۲-۱۴ <box>780 1204 836 1221</box>
county-cell: اسفراین <box>733 1786 780 1817</box>
outage-time-cell: ۱۶-۱۸ <box>780 2083 836 2128</box>
table-row <box>2 1048 836 1065</box>
county-cell: اسفراین <box>733 2020 780 2051</box>
address-code-cell: ۱۳۳ <box>685 723 733 754</box>
outage-time-cell: ۱۰-۱۲ <box>780 802 836 819</box>
address-code-cell: ۱۸۹ <box>685 1111 733 1156</box>
address-text: - قسمتی از خیابان تربیت تا سالن گلشن - حدفاصل چهارراه مادر تا میدان فردوسی - ابتدای خیابان میرزا رضای کرمانی - فردوسی شمالی - فردوسی جنوبی - شرق و غرب میدان فردوسی - حدفاصل میدان فردوسی تا میدان کارگر - قسمتی از خیابان جمهوری - کلینیک ابوالفضل - <box>6 155 635 179</box>
